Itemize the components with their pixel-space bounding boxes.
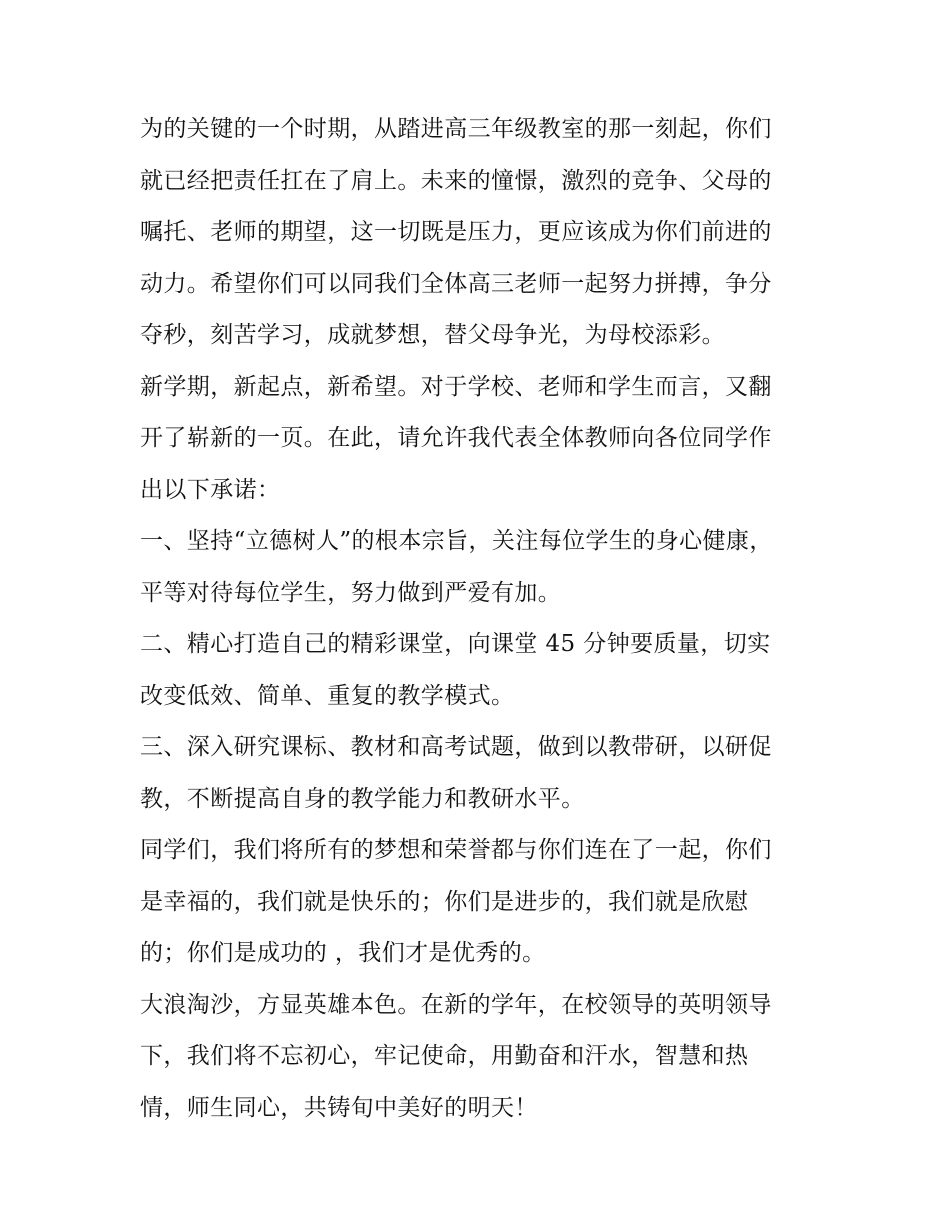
text-line: 为的关键的一个时期，从踏进高三年级教室的那一刻起，你们 [140, 116, 772, 142]
text-line: 是幸福的，我们就是快乐的；你们是进步的，我们就是欣慰 [140, 888, 749, 915]
paragraph-2 [140, 362, 820, 517]
text-line: 同学们，我们将所有的梦想和荣誉都与你们连在了一起，你们 [140, 837, 772, 863]
text-line: 下，我们将不忘初心，牢记使命，用勤奋和汗水，智慧和热 [140, 1043, 749, 1069]
paragraph-1 [140, 104, 820, 362]
paragraph-7 [140, 980, 820, 1135]
document-body [140, 104, 820, 1134]
text-line: 大浪淘沙，方显英雄本色。在新的学年，在校领导的英明领导 [140, 991, 772, 1018]
text-line: 的；你们是成功的 ，我们才是优秀的。 [140, 940, 546, 966]
paragraph-4 [140, 619, 820, 722]
paragraph-3 [140, 516, 820, 619]
text-line: 一、坚持“立德树人”的根本宗旨，关注每位学生的身心健康， [140, 528, 773, 554]
text-line: 二、精心打造自己的精彩课堂，向课堂 45 分钟要质量，切实 [140, 631, 771, 657]
text-line: 动力。希望你们可以同我们全体高三老师一起努力拼搏，争分 [140, 270, 772, 297]
text-line: 开了崭新的一页。在此，请允许我代表全体教师向各位同学作 [140, 425, 772, 451]
text-line: 夺秒，刻苦学习，成就梦想，替父母争光，为母校添彩。 [140, 322, 725, 348]
text-line: 改变低效、简单、重复的教学模式。 [140, 682, 515, 709]
text-line: 新学期，新起点，新希望。对于学校、老师和学生而言，又翻 [140, 373, 772, 400]
text-line: 平等对待每位学生，努力做到严爱有加。 [140, 579, 562, 606]
text-line: 就已经把责任扛在了肩上。未来的憧憬，激烈的竞争、父母的 [140, 167, 772, 194]
text-line: 教，不断提高自身的教学能力和教研水平。 [140, 785, 585, 812]
text-line: 嘱托、老师的期望，这一切既是压力，更应该成为你们前进的 [140, 219, 772, 245]
text-line: 情，师生同心，共铸旬中美好的明天！ [140, 1094, 538, 1121]
paragraph-6 [140, 825, 820, 980]
text-line: 出以下承诺： [140, 476, 281, 503]
paragraph-5 [140, 722, 820, 825]
text-line: 三、深入研究课标、教材和高考试题，做到以教带研，以研促 [140, 734, 772, 760]
